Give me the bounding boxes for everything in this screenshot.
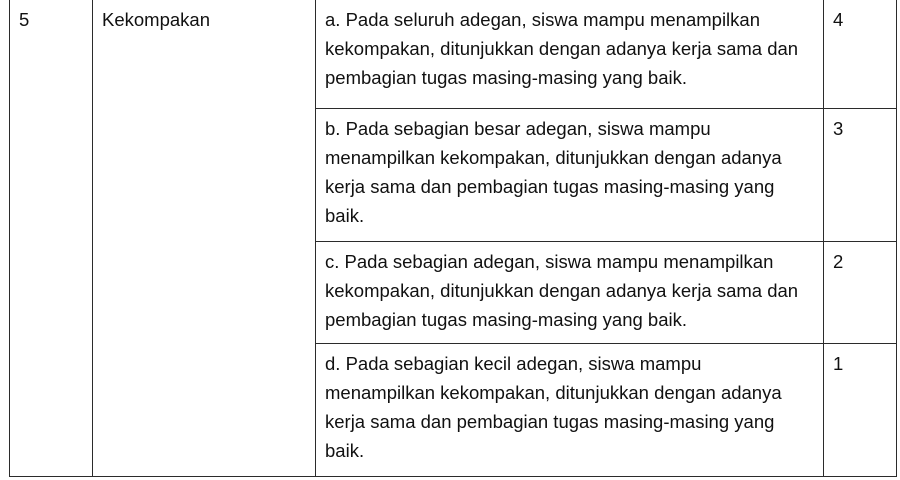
criterion-description: a. Pada seluruh adegan, siswa mampu menampilkan kekompakan, ditunjukkan dengan adanya kerja sama dan pembagian tugas masing-masing yang baik. [316,0,824,109]
criterion-description: b. Pada sebagian besar adegan, siswa mampu menampilkan kekompakan, ditunjukkan dengan adanya kerja sama dan pembagian tugas masing-masing yang baik. [316,109,824,242]
criterion-score: 3 [824,109,897,242]
criterion-description: d. Pada sebagian kecil adegan, siswa mampu menampilkan kekompakan, ditunjukkan dengan adanya kerja sama dan pembagian tugas masing-masing yang baik. [316,344,824,477]
criterion-score: 2 [824,242,897,344]
criterion-score: 1 [824,344,897,477]
rubric-table [9,0,897,477]
criterion-score: 4 [824,0,897,109]
row-number-cell: 5 [10,0,93,477]
table-row [10,0,897,109]
aspect-cell: Kekompakan [93,0,316,477]
criterion-description: c. Pada sebagian adegan, siswa mampu menampilkan kekompakan, ditunjukkan dengan adanya kerja sama dan pembagian tugas masing-masing yang baik. [316,242,824,344]
